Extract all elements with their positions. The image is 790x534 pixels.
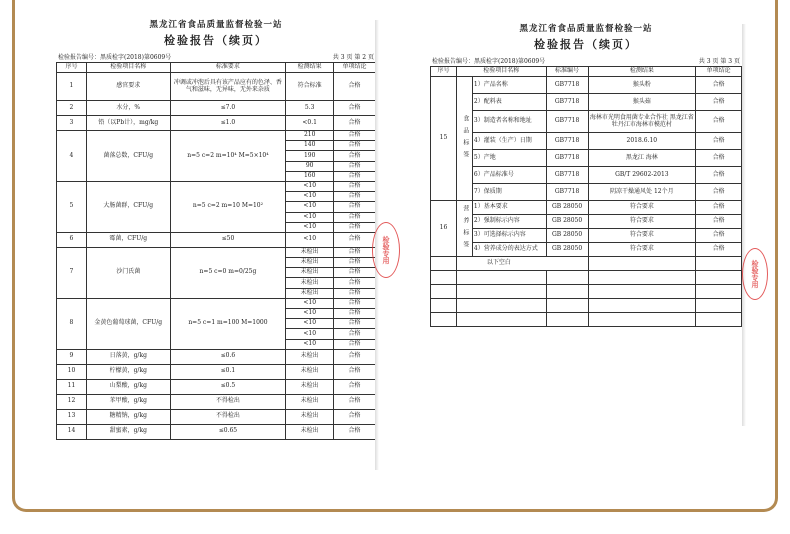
verdict: 合格 xyxy=(334,258,376,268)
report-page-3 xyxy=(430,22,742,426)
verdict: 合格 xyxy=(334,171,376,181)
item-name: 金黄色葡萄球菌，CFU/g xyxy=(86,298,170,349)
row-number: 14 xyxy=(57,424,87,439)
standard-requirement: n=5 c=2 m=10 M=10² xyxy=(170,181,286,232)
header-cell: 检测结果 xyxy=(286,63,334,73)
item-name: 4）营养成分的表达方式 xyxy=(472,243,546,257)
empty-cell xyxy=(588,285,696,299)
standard-number: GB7718 xyxy=(546,133,588,150)
table-row xyxy=(57,247,376,257)
item-name: 3）制造者名称和地址 xyxy=(472,111,546,133)
test-result: 未检出 xyxy=(286,247,334,257)
test-result: <10 xyxy=(286,329,334,339)
empty-cell xyxy=(696,257,742,271)
table-row xyxy=(431,271,742,285)
table-row xyxy=(431,285,742,299)
verdict: 合格 xyxy=(696,150,742,167)
standard-number: GB7718 xyxy=(546,150,588,167)
test-result: 未检出 xyxy=(286,394,334,409)
table-row xyxy=(57,73,376,101)
verdict: 合格 xyxy=(696,77,742,94)
table-row xyxy=(57,379,376,394)
standard-requirement: ≤50 xyxy=(170,232,286,247)
empty-cell xyxy=(696,285,742,299)
empty-cell xyxy=(588,313,696,327)
test-result: 猴头粉 xyxy=(588,77,696,94)
empty-cell xyxy=(431,285,457,299)
item-name: 2）强制标示内容 xyxy=(472,215,546,229)
verdict: 合格 xyxy=(696,111,742,133)
empty-cell xyxy=(696,299,742,313)
item-name: 日落黄，g/kg xyxy=(86,349,170,364)
empty-cell xyxy=(456,313,546,327)
item-name: 感官要求 xyxy=(86,73,170,101)
test-result: 160 xyxy=(286,171,334,181)
empty-cell xyxy=(546,313,588,327)
header-cell: 序号 xyxy=(57,63,87,73)
report-page-2 xyxy=(56,18,376,470)
empty-cell xyxy=(456,271,546,285)
verdict: 合格 xyxy=(334,349,376,364)
empty-cell xyxy=(431,299,457,313)
verdict: 合格 xyxy=(334,409,376,424)
verdict: 合格 xyxy=(696,94,742,111)
table-row xyxy=(57,116,376,131)
empty-cell xyxy=(546,285,588,299)
verdict: 合格 xyxy=(334,151,376,161)
test-result: 未检出 xyxy=(286,268,334,278)
standard-requirement: ≤0.1 xyxy=(170,364,286,379)
row-number: 2 xyxy=(57,101,87,116)
item-name: 沙门氏菌 xyxy=(86,247,170,298)
verdict: 合格 xyxy=(334,116,376,131)
item-name: 7）保质期 xyxy=(472,184,546,201)
verdict: 合格 xyxy=(334,298,376,308)
test-result: 5.3 xyxy=(286,101,334,116)
standard-requirement: 不得检出 xyxy=(170,409,286,424)
header-cell: 标准要求 xyxy=(170,63,286,73)
verdict: 合格 xyxy=(696,167,742,184)
item-name: 1）产品名称 xyxy=(472,77,546,94)
item-name: 山梨酸，g/kg xyxy=(86,379,170,394)
standard-requirement: ≤0.6 xyxy=(170,349,286,364)
report-meta xyxy=(430,56,742,65)
verdict: 合格 xyxy=(334,73,376,101)
verdict: 合格 xyxy=(334,141,376,151)
test-result: 符合标准 xyxy=(286,73,334,101)
verdict: 合格 xyxy=(334,424,376,439)
report-meta xyxy=(56,52,376,61)
footer-note: 以下空白 xyxy=(456,257,588,271)
verdict: 合格 xyxy=(334,212,376,222)
standard-number: GB7718 xyxy=(546,167,588,184)
test-result: 190 xyxy=(286,151,334,161)
row-number: 6 xyxy=(57,232,87,247)
table-row xyxy=(431,257,742,271)
inspection-table-right xyxy=(430,66,742,327)
standard-requirement: ≤0.65 xyxy=(170,424,286,439)
standard-requirement: ≤0.5 xyxy=(170,379,286,394)
table-row xyxy=(431,167,742,184)
test-result: 符合要求 xyxy=(588,215,696,229)
row-number: 4 xyxy=(57,131,87,182)
test-result: GB/T 29602-2013 xyxy=(588,167,696,184)
table-body xyxy=(431,77,742,327)
standard-number: GB7718 xyxy=(546,111,588,133)
table-row xyxy=(431,184,742,201)
table-row xyxy=(57,232,376,247)
test-result: 90 xyxy=(286,161,334,171)
standard-number: GB7718 xyxy=(546,77,588,94)
item-name: 6）产品标准号 xyxy=(472,167,546,184)
page-indicator: 共 3 页 第 3 页 xyxy=(698,58,740,65)
test-result: 符合要求 xyxy=(588,201,696,215)
test-result: 海林市光明食用菌专业合作社 黑龙江省牡丹江市海林市模范村 xyxy=(588,111,696,133)
table-row xyxy=(57,424,376,439)
verdict: 合格 xyxy=(334,192,376,202)
test-result: 未检出 xyxy=(286,424,334,439)
test-result: 未检出 xyxy=(286,288,334,298)
item-name: 大肠菌群，CFU/g xyxy=(86,181,170,232)
page-indicator: 共 3 页 第 2 页 xyxy=(332,54,374,61)
row-number: 1 xyxy=(57,73,87,101)
standard-number: GB 28050 xyxy=(546,229,588,243)
test-result: <10 xyxy=(286,298,334,308)
header-cell: 单项结论 xyxy=(334,63,376,73)
standard-requirement: 冲调或冲泡后具有该产品应有的色泽、香气和滋味，无异味，无外来杂质 xyxy=(170,73,286,101)
test-result: <10 xyxy=(286,319,334,329)
verdict: 合格 xyxy=(334,309,376,319)
verdict: 合格 xyxy=(696,184,742,201)
header-cell: 检验项目名称 xyxy=(456,67,546,77)
test-result: <10 xyxy=(286,309,334,319)
row-number: 10 xyxy=(57,364,87,379)
header-cell: 检测结果 xyxy=(588,67,696,77)
standard-requirement: 不得检出 xyxy=(170,394,286,409)
row-number: 7 xyxy=(57,247,87,298)
test-result: <10 xyxy=(286,192,334,202)
table-row xyxy=(431,133,742,150)
standard-number: GB7718 xyxy=(546,184,588,201)
verdict: 合格 xyxy=(334,101,376,116)
standard-number: GB 28050 xyxy=(546,243,588,257)
empty-cell xyxy=(588,257,696,271)
verdict: 合格 xyxy=(334,268,376,278)
test-result: <10 xyxy=(286,222,334,232)
standard-number: GB 28050 xyxy=(546,201,588,215)
test-result: 黑龙江 海林 xyxy=(588,150,696,167)
test-result: 210 xyxy=(286,131,334,141)
empty-cell xyxy=(546,271,588,285)
test-result: 未检出 xyxy=(286,349,334,364)
institution-title: 黑龙江省食品质量监督检验一站 xyxy=(149,20,283,30)
header-cell: 检验项目名称 xyxy=(86,63,170,73)
table-row xyxy=(57,409,376,424)
test-result: <10 xyxy=(286,232,334,247)
test-result: <10 xyxy=(286,202,334,212)
table-row xyxy=(57,298,376,308)
table-row xyxy=(57,364,376,379)
test-result: 阴凉干燥通风处 12个月 xyxy=(588,184,696,201)
verdict: 合格 xyxy=(334,379,376,394)
verdict: 合格 xyxy=(696,133,742,150)
empty-cell xyxy=(546,299,588,313)
verdict: 合格 xyxy=(334,319,376,329)
standard-requirement: ≤7.0 xyxy=(170,101,286,116)
report-subtitle: 检验报告（续页） xyxy=(164,34,268,47)
empty-cell xyxy=(588,271,696,285)
verdict: 合格 xyxy=(696,243,742,257)
row-number: 3 xyxy=(57,116,87,131)
table-row xyxy=(431,243,742,257)
table-row xyxy=(431,229,742,243)
header-cell: 标准编号 xyxy=(546,67,588,77)
verdict: 合格 xyxy=(334,131,376,141)
inspection-seal: 检验专用 xyxy=(372,222,400,278)
standard-number: GB7718 xyxy=(546,94,588,111)
verdict: 合格 xyxy=(696,215,742,229)
inspection-seal: 检验专用 xyxy=(742,248,768,300)
verdict: 合格 xyxy=(334,339,376,349)
table-row xyxy=(431,215,742,229)
test-result: 未检出 xyxy=(286,379,334,394)
table-row xyxy=(431,150,742,167)
verdict: 合格 xyxy=(696,201,742,215)
table-row xyxy=(57,101,376,116)
row-number: 5 xyxy=(57,181,87,232)
table-row xyxy=(431,299,742,313)
table-row xyxy=(431,201,742,215)
item-name: 4）灌装（生产）日期 xyxy=(472,133,546,150)
table-row xyxy=(57,181,376,191)
empty-cell xyxy=(456,299,546,313)
test-result: 未检出 xyxy=(286,409,334,424)
table-row xyxy=(57,349,376,364)
verdict: 合格 xyxy=(334,364,376,379)
row-number: 9 xyxy=(57,349,87,364)
item-name: 5）产地 xyxy=(472,150,546,167)
header-cell: 单项结论 xyxy=(696,67,742,77)
item-name: 甜蜜素，g/kg xyxy=(86,424,170,439)
verdict: 合格 xyxy=(334,247,376,257)
row-number: 12 xyxy=(57,394,87,409)
item-name: 1）基本要求 xyxy=(472,201,546,215)
verdict: 合格 xyxy=(334,329,376,339)
institution-title: 黑龙江省食品质量监督检验一站 xyxy=(519,24,653,34)
table-row xyxy=(431,77,742,94)
standard-requirement: n=5 c=2 m=10⁴ M=5×10⁴ xyxy=(170,131,286,182)
page-shadow xyxy=(742,24,746,426)
item-name: 3）可选择标示内容 xyxy=(472,229,546,243)
test-result: <10 xyxy=(286,339,334,349)
test-result: 猴头菇 xyxy=(588,94,696,111)
standard-requirement: n=5 c=0 m=0/25g xyxy=(170,247,286,298)
verdict: 合格 xyxy=(334,181,376,191)
test-result: 符合要求 xyxy=(588,243,696,257)
row-number: 15 xyxy=(431,77,457,201)
verdict: 合格 xyxy=(334,278,376,288)
empty-cell xyxy=(431,257,457,271)
table-row xyxy=(431,94,742,111)
empty-cell xyxy=(456,285,546,299)
verdict: 合格 xyxy=(334,222,376,232)
verdict: 合格 xyxy=(334,202,376,212)
standard-requirement: ≤1.0 xyxy=(170,116,286,131)
table-header-row xyxy=(57,63,376,73)
verdict: 合格 xyxy=(334,232,376,247)
item-name: 2）配料表 xyxy=(472,94,546,111)
item-name: 铅（以Pb计），mg/kg xyxy=(86,116,170,131)
standard-requirement: n=5 c=1 m=100 M=1000 xyxy=(170,298,286,349)
table-row xyxy=(57,394,376,409)
group-label: 食品标签 xyxy=(456,77,472,201)
row-number: 13 xyxy=(57,409,87,424)
table-row xyxy=(57,131,376,141)
test-result: <10 xyxy=(286,181,334,191)
test-result: 未检出 xyxy=(286,258,334,268)
item-name: 菌落总数，CFU/g xyxy=(86,131,170,182)
empty-cell xyxy=(696,313,742,327)
table-row xyxy=(431,313,742,327)
verdict: 合格 xyxy=(696,229,742,243)
group-label: 营养标签 xyxy=(456,201,472,257)
item-name: 苯甲酸，g/kg xyxy=(86,394,170,409)
table-body xyxy=(57,73,376,440)
item-name: 糖精钠，g/kg xyxy=(86,409,170,424)
table-header-row xyxy=(431,67,742,77)
test-result: <0.1 xyxy=(286,116,334,131)
test-result: 符合要求 xyxy=(588,229,696,243)
test-result: <10 xyxy=(286,212,334,222)
header-cell: 序号 xyxy=(431,67,457,77)
test-result: 未检出 xyxy=(286,364,334,379)
report-number: 检验报告编号：黑质检字(2018)第0609号 xyxy=(58,54,172,61)
verdict: 合格 xyxy=(334,288,376,298)
item-name: 霉菌，CFU/g xyxy=(86,232,170,247)
table-row xyxy=(431,111,742,133)
row-number: 16 xyxy=(431,201,457,257)
verdict: 合格 xyxy=(334,394,376,409)
test-result: 2018.6.10 xyxy=(588,133,696,150)
item-name: 水分，% xyxy=(86,101,170,116)
report-number: 检验报告编号：黑质检字(2018)第0609号 xyxy=(432,58,546,65)
test-result: 140 xyxy=(286,141,334,151)
standard-number: GB 28050 xyxy=(546,215,588,229)
empty-cell xyxy=(431,313,457,327)
empty-cell xyxy=(431,271,457,285)
empty-cell xyxy=(588,299,696,313)
verdict: 合格 xyxy=(334,161,376,171)
row-number: 8 xyxy=(57,298,87,349)
test-result: 未检出 xyxy=(286,278,334,288)
report-subtitle: 检验报告（续页） xyxy=(534,38,638,51)
row-number: 11 xyxy=(57,379,87,394)
inspection-table-left xyxy=(56,62,376,440)
empty-cell xyxy=(696,271,742,285)
item-name: 柠檬黄，g/kg xyxy=(86,364,170,379)
